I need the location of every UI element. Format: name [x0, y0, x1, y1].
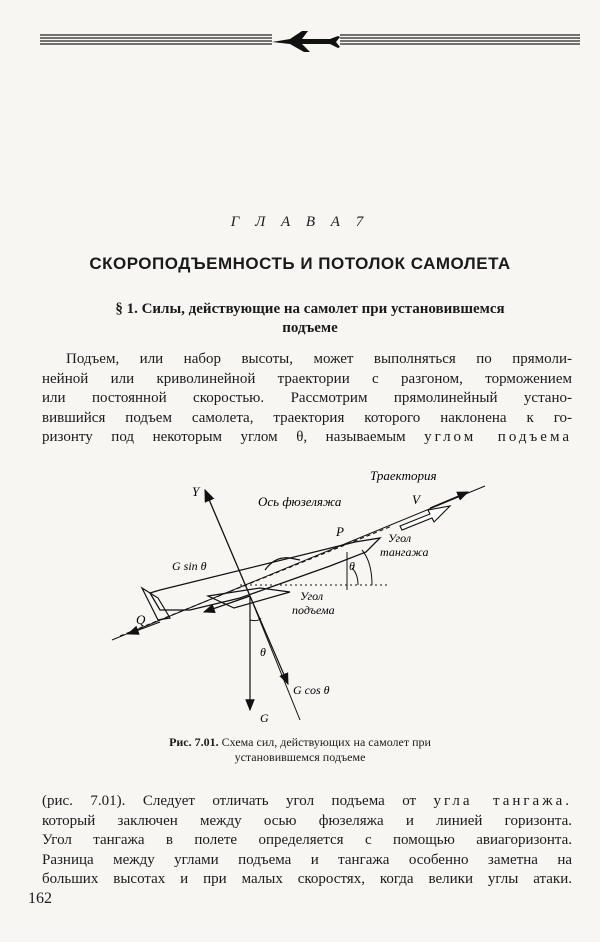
section-title-line1: § 1. Силы, действующие на самолет при установившемся — [115, 301, 505, 317]
label-fuselage-axis: Ось фюзеляжа — [258, 494, 342, 509]
caption-number: Рис. 7.01. — [169, 735, 219, 749]
label-theta-weight: θ — [260, 645, 266, 659]
label-g-cos: G cos θ — [293, 683, 330, 697]
paragraph-line: Разница между углами подъема и тангажа особенно заметна на — [42, 851, 572, 868]
velocity-arrow — [430, 492, 468, 508]
paragraph-line — [42, 428, 572, 448]
paragraph-2 — [42, 792, 572, 890]
label-y: Y — [192, 484, 200, 499]
label-trajectory: Траектория — [370, 470, 437, 483]
lift-vector — [205, 490, 250, 596]
paragraph-text: ризонту под некоторым углом θ, называемым — [42, 429, 425, 445]
force-diagram — [100, 470, 500, 730]
paragraph-line: или постоянной скоростью. Рассмотрим прямолинейный устано- — [42, 390, 572, 406]
header-ornament — [40, 28, 580, 54]
paragraph-line: больших высотах и при малых скоростях, когда велики углы атаки. — [42, 871, 572, 887]
label-pitch-angle-1: Угол — [388, 531, 412, 545]
label-v: V — [412, 492, 420, 507]
emphasized-term: угла тангажа. — [433, 793, 572, 809]
paragraph-line: Подъем, или набор высоты, может выполняться по прямоли- — [66, 351, 572, 367]
label-climb-angle-1: Угол — [300, 589, 324, 603]
paragraph-line: Угол тангажа в полете определяется с помощью авиагоризонта. — [42, 832, 572, 848]
label-theta-pitch: θ — [349, 559, 355, 573]
paragraph-line — [42, 792, 572, 812]
label-pitch-angle-2: тангажа — [380, 545, 429, 559]
figure-caption — [60, 735, 540, 765]
paragraph-text: (рис. 7.01). Следует отличать угол подъема от — [42, 793, 434, 809]
label-climb-angle-2: подъема — [292, 603, 335, 617]
chapter-label: Г Л А В А 7 — [230, 214, 370, 230]
page-number: 162 — [28, 890, 52, 907]
paragraph-1 — [42, 350, 572, 448]
paragraph-line: нейной или криволинейной траектории с разгоном, торможением — [42, 370, 572, 387]
label-p: P — [336, 524, 344, 539]
label-g-sin: G sin θ — [172, 559, 207, 573]
label-g: G — [260, 711, 269, 725]
caption-text: Схема сил, действующих на самолет при — [218, 735, 431, 749]
label-q: Q — [136, 612, 146, 627]
section-title — [70, 300, 550, 338]
chapter-title: СКОРОПОДЪЕМНОСТЬ И ПОТОЛОК САМОЛЕТА — [89, 254, 511, 273]
g-sin-vector — [204, 596, 250, 612]
pitch-angle-arc — [362, 550, 372, 585]
aircraft-wing — [208, 588, 290, 608]
caption-line1 — [60, 735, 540, 750]
paragraph-line: который заключен между осью фюзеляжа и линией горизонта. — [42, 812, 572, 829]
section-title-line2: подъеме — [282, 320, 338, 336]
caption-line2: установившемся подъеме — [234, 750, 366, 764]
g-cos-vector — [250, 596, 288, 684]
paragraph-line: вившийся подъем самолета, траектория которого наклонена к го- — [42, 409, 572, 426]
emphasized-term: углом подъема — [424, 429, 572, 445]
airplane-icon — [272, 31, 340, 52]
